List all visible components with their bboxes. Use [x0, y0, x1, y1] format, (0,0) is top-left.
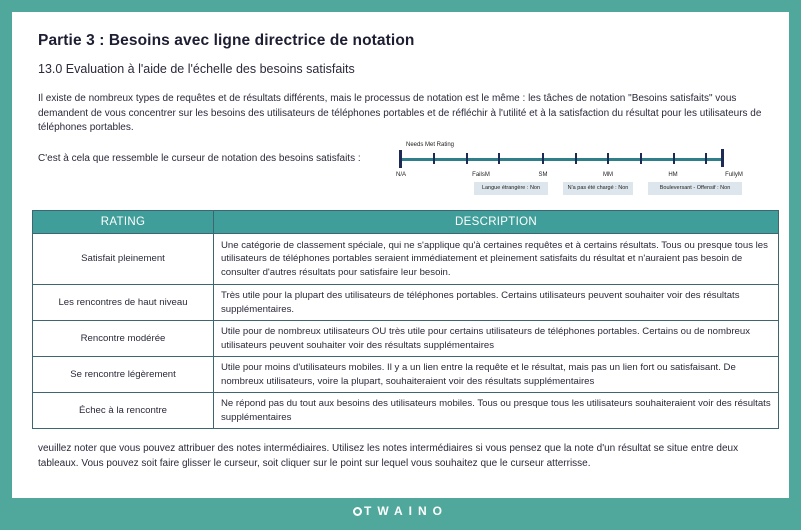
rating-cell: Satisfait pleinement [33, 234, 214, 285]
table-row [33, 321, 779, 357]
table-header-description: DESCRIPTION [214, 211, 779, 234]
description-cell: Une catégorie de classement spéciale, qui ne s'applique qu'à certaines requêtes et à certains résultats. Tous ou presque tous les utilisateurs de téléphones portables seraient immédiatement et pleinement satisfaits du résultat et n'auraient pas besoin de consulter d'autres résultats pour satisfaire leur besoin. [214, 234, 779, 285]
slider-tick[interactable] [466, 153, 468, 164]
brand-logo-icon [353, 507, 362, 516]
intro-paragraph: Il existe de nombreux types de requêtes et de résultats différents, mais le processus de notation est le même : les tâches de notation "Besoins satisfaits" vous demandent de vous concentrer sur les besoins des utilisateurs de téléphones portables et de réfléchir à l'utilité et à la satisfaction du résultat pour les utilisateurs de téléphones portables. [38, 93, 762, 133]
footnote-paragraph: veuillez noter que vous pouvez attribuer des notes intermédiaires. Utilisez les notes intermédiaires si vous pensez que la note d'un résultat se situe entre deux tableaux. Vous pouvez soit faire glisser le curseur, soit cliquer sur le point sur lequel vous souhaitez que le curseur atterrisse. [38, 443, 739, 469]
slider-label-moderately: MM [603, 172, 613, 178]
slider-label-slightly: SM [538, 172, 548, 178]
slider-tick[interactable] [640, 153, 642, 164]
description-cell: Ne répond pas du tout aux besoins des utilisateurs mobiles. Tous ou presque tous les utilisateurs souhaiteraient voir des résultats supplémentaires [214, 393, 779, 429]
description-cell: Utile pour de nombreux utilisateurs OU très utile pour certains utilisateurs de téléphones portables. Certains ou de nombreux utilisateurs peuvent souhaiter voir des résultats supplémentaires [214, 321, 779, 357]
slider-tick[interactable] [607, 153, 609, 164]
section-subtitle: 13.0 Evaluation à l'aide de l'échelle des besoins satisfaits [38, 62, 355, 76]
rating-cell: Se rencontre légèrement [33, 357, 214, 393]
rating-cell: Rencontre modérée [33, 321, 214, 357]
slider-tick[interactable] [705, 153, 707, 164]
table-header-rating: RATING [33, 211, 214, 234]
flag-did-not-load[interactable]: N'a pas été chargé : Non [563, 182, 633, 195]
slider-tick[interactable] [673, 153, 675, 164]
rating-table [32, 210, 779, 429]
slider-tick[interactable] [498, 153, 500, 164]
description-cell: Très utile pour la plupart des utilisateurs de téléphones portables. Certains utilisateurs peuvent souhaiter voir des résultats supplémentaires. [214, 285, 779, 321]
document-card [12, 12, 789, 498]
slider-tick[interactable] [542, 153, 544, 164]
brand-footer [0, 504, 801, 518]
rating-cell: Les rencontres de haut niveau [33, 285, 214, 321]
slider-thumb[interactable] [399, 150, 402, 168]
brand-name: TWAINO [364, 504, 448, 518]
table-row [33, 357, 779, 393]
slider-label-highly: HM [668, 172, 678, 178]
slider-tick[interactable] [433, 153, 435, 164]
flag-foreign-language[interactable]: Langue étrangère : Non [474, 182, 548, 195]
slider-label-fully: FullyM [725, 172, 743, 178]
flag-upsetting-offensive[interactable]: Bouleversant - Offensif : Non [648, 182, 742, 195]
page-title: Partie 3 : Besoins avec ligne directrice de notation [38, 32, 415, 49]
slider-caption: C'est à cela que ressemble le curseur de notation des besoins satisfaits : [38, 153, 361, 164]
needs-met-slider[interactable] [394, 140, 744, 200]
table-row [33, 285, 779, 321]
table-row [33, 393, 779, 429]
rating-cell: Échec à la rencontre [33, 393, 214, 429]
slider-tick[interactable] [575, 153, 577, 164]
slider-heading: Needs Met Rating [406, 142, 455, 148]
slider-label-fails: FailsM [472, 172, 490, 178]
slider-end[interactable] [721, 149, 724, 167]
table-row [33, 234, 779, 285]
description-cell: Utile pour moins d'utilisateurs mobiles. Il y a un lien entre la requête et le résultat, mais pas un lien fort ou satisfaisant. De nombreux utilisateurs, voire la plupart, souhaiteraient voir des résultats supplémentaires [214, 357, 779, 393]
slider-label-na: N/A [395, 172, 407, 178]
slider-track[interactable] [400, 158, 724, 161]
